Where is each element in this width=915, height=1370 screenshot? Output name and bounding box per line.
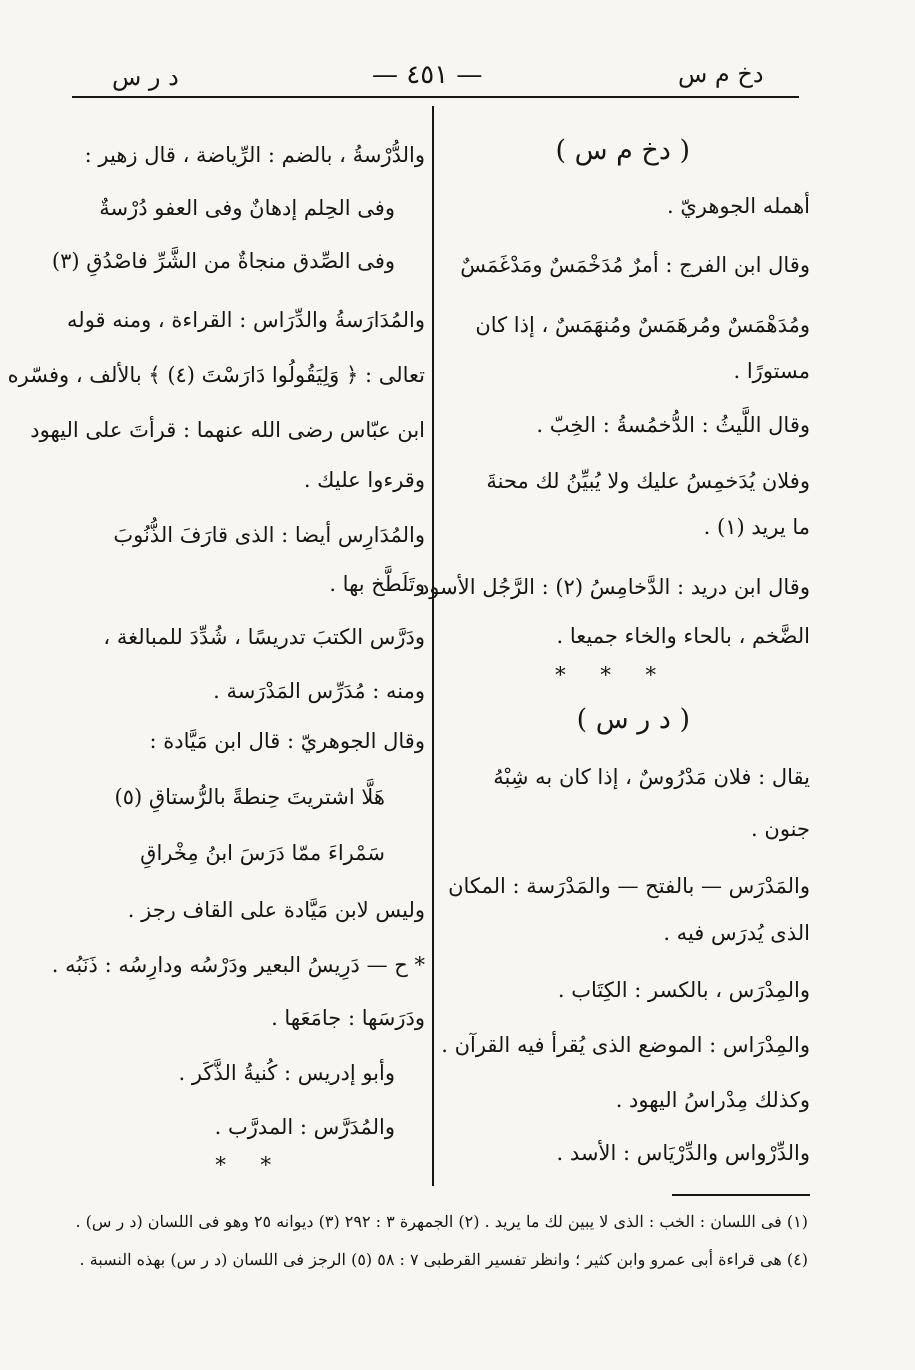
text-line: وكذلك مِدْراسُ اليهود .	[615, 1088, 810, 1112]
entry-heading: ( د ر س )	[576, 704, 690, 735]
text-line: والمِدْرَس ، بالكسر : الكِتَاب .	[557, 978, 810, 1002]
text-line: والمُدَارِس أيضا : الذى قارَفَ الذُّنُوبَ	[113, 523, 425, 547]
header-right-entry: دخ م س	[678, 60, 764, 88]
text-line: والدِّرْواس والدِّرْيَاس : الأسد .	[556, 1141, 810, 1165]
text-line: والدُّرْسةُ ، بالضم : الرِّياضة ، قال زهير :	[84, 143, 425, 167]
page-number: — ٤٥١ —	[372, 60, 483, 90]
header-rule	[72, 96, 799, 98]
text-line: ومُدَهْمَسٌ ومُرهَمَسٌ ومُنهَمَسٌ ، إذا كان	[475, 313, 810, 337]
text-line: وقرءوا عليك .	[303, 468, 425, 492]
text-line: الذى يُدرَس فيه .	[663, 921, 810, 945]
text-line: والمِدْرَاس : الموضع الذى يُقرأ فيه القرآن .	[441, 1033, 810, 1057]
text-line: * ح — دَرِيسُ البعير ودَرْسُه ودارِسُه : ذَنَبُه .	[51, 953, 425, 977]
text-line: تعالى : ﴿ وَلِيَقُولُوا دَارَسْتَ (٤) ﴾ بالألف ، وفسّره	[7, 363, 425, 387]
text-line: ومنه : مُدَرِّس المَدْرَسة .	[213, 679, 425, 703]
text-line: والمُدَارَسةُ والدِّرَاس : القراءة ، ومنه قوله	[67, 308, 425, 332]
text-line: والمُدَرَّس : المدرَّب .	[214, 1115, 395, 1139]
text-line: وقال الجوهريّ : قال ابن مَيَّادة :	[149, 729, 425, 753]
section-separator: * *	[215, 1153, 285, 1177]
text-line: ابن عبّاس رضى الله عنهما : قرأتَ على اليهود	[30, 418, 425, 442]
entry-heading: ( دخ م س )	[555, 135, 690, 166]
text-line: مستورًا .	[733, 359, 810, 383]
text-line: جنون .	[751, 817, 810, 841]
text-line: الضَّخم ، بالحاء والخاء جميعا .	[556, 624, 810, 648]
verse-line: وفى الحِلم إدهانٌ وفى العفو دُرْسةٌ	[99, 196, 395, 220]
footnote-line: (٤) هى قراءة أبى عمرو وابن كثير ؛ وانظر تفسير القرطبى ٧ : ٥٨ (٥) الرجز فى اللسان (د ر س) بهذه النسبة .	[79, 1250, 808, 1269]
text-line: وقال ابن الفرج : أمرٌ مُدَخْمَسٌ ومَدْغَمَسٌ	[460, 253, 810, 277]
text-line: ودَرَّس الكتبَ تدريسًا ، شُدِّدَ للمبالغة ،	[103, 625, 425, 649]
text-line: وقال ابن دريد : الدَّخامِسُ (٢) : الرَّجُل الأسود	[419, 575, 810, 599]
text-line: وقال اللَّيثُ : الدُّخمُسةُ : الخِبّ .	[536, 413, 810, 437]
verse-line: هَلَّا اشتريتَ حِنطةً بالرُّستاقِ (٥)	[114, 785, 385, 809]
text-line: وفلان يُدَخمِسُ عليك ولا يُبيِّنُ لك محنةَ	[486, 469, 810, 493]
verse-line: وفى الصِّدق منجاةٌ من الشَّرِّ فاصْدُقِ (٣)	[51, 249, 395, 273]
text-line: ودَرَسَها : جامَعَها .	[271, 1006, 425, 1030]
header-left-entry: د ر س	[112, 63, 179, 91]
text-line: وليس لابن مَيَّادة على القاف رجز .	[127, 898, 425, 922]
text-line: يقال : فلان مَدْرُوسٌ ، إذا كان به شِبْهُ	[493, 765, 810, 789]
text-line: ما يريد (١) .	[703, 515, 810, 539]
text-line: والمَدْرَس — بالفتح — والمَدْرَسة : المكان	[448, 874, 810, 898]
text-line: وأبو إدريس : كُنيةُ الذَّكَر .	[178, 1061, 395, 1085]
footnote-line: (١) فى اللسان : الخب : الذى لا يبين لك ما يريد . (٢) الجمهرة ٣ : ٢٩٢ (٣) ديوانه ٢٥ وهو فى اللسان (د ر س) .	[75, 1212, 808, 1231]
verse-line: سَمْراءَ ممّا دَرَسَ ابنُ مِخْراقِ	[140, 841, 385, 865]
column-divider	[432, 106, 434, 1186]
footnote-rule	[672, 1194, 810, 1196]
section-separator: * * *	[555, 663, 670, 687]
text-line: وتَلَطَّخ بها .	[329, 572, 425, 596]
text-line: أهمله الجوهريّ .	[666, 194, 810, 218]
